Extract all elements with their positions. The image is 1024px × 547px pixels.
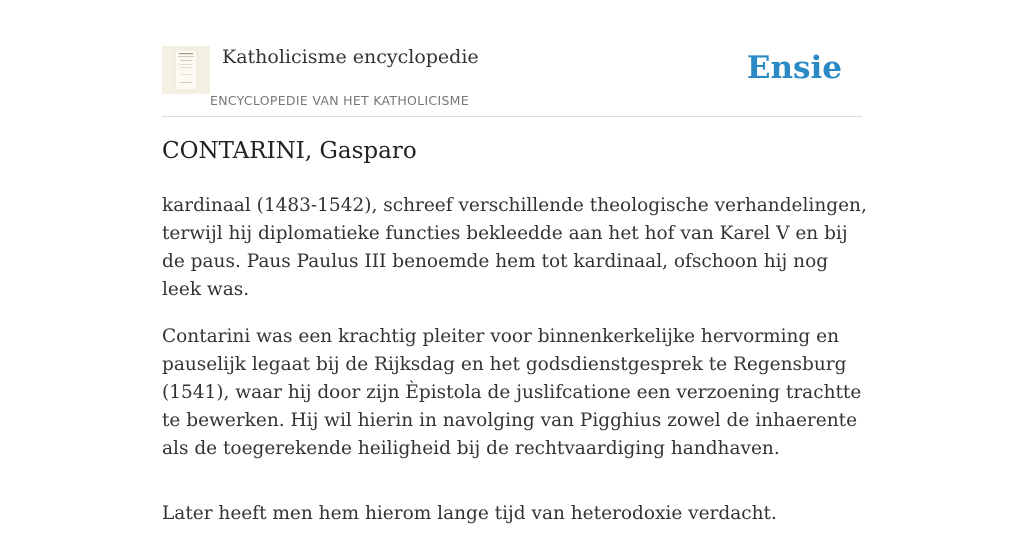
source-subtitle: ENCYCLOPEDIE VAN HET KATHOLICISME	[210, 93, 469, 108]
entry-title: CONTARINI, Gasparo	[162, 138, 417, 164]
entry-paragraph: kardinaal (1483-1542), schreef verschillende theologische verhandelingen, terwijl hij diplomatieke functies bekleedde aan het hof van Karel V en bij de paus. Paus Paulus III benoemde hem tot kardinaal, ofschoon hij nog leek was.	[162, 195, 867, 300]
entry-paragraph: Contarini was een krachtig pleiter voor binnenkerkelijke hervorming en pauselijk legaat bij de Rijksdag en het godsdienstgesprek te Regensburg (1541), waar hij door zijn Èpistola de juslifcatione een verzoening trachtte te bewerken. Hij wil hierin in navolging van Pigghius zowel de inhaerente als de toegerekende heiligheid bij de rechtvaardiging handhaven.	[162, 326, 862, 459]
source-header	[162, 0, 862, 117]
entry-body	[162, 192, 868, 547]
book-cover-icon[interactable]	[162, 46, 210, 94]
source-title[interactable]: Katholicisme encyclopedie	[222, 46, 479, 68]
ensie-logo[interactable]: Ensie	[746, 50, 842, 86]
entry-paragraph: Later heeft men hem hierom lange tijd van heterodoxie verdacht.	[162, 503, 777, 524]
page-container	[162, 0, 867, 524]
